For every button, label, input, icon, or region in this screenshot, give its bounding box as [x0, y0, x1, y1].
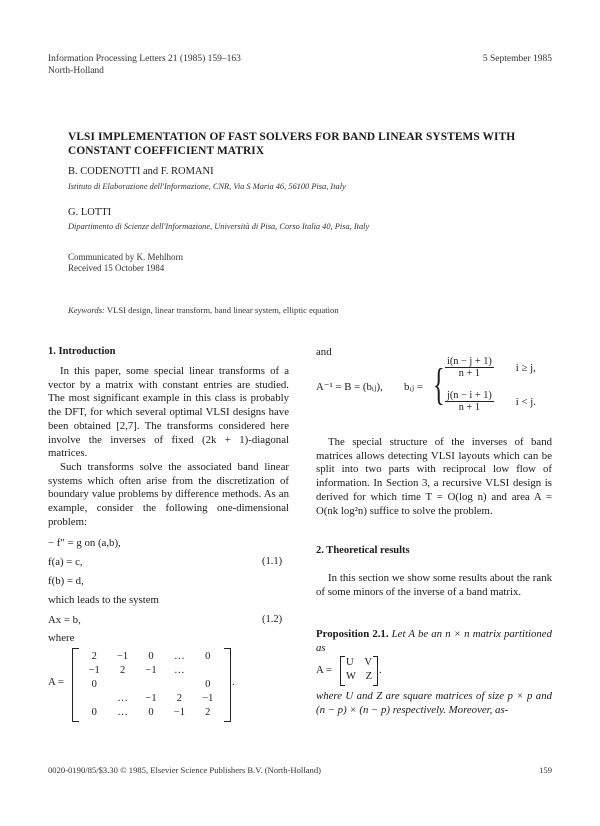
equation-number-1-2: (1.2) [262, 614, 283, 625]
matrix-right-bracket [224, 648, 231, 722]
block-w: W [346, 671, 356, 682]
matrix-left-bracket [72, 648, 79, 722]
title-line-1: VLSI IMPLEMENTATION OF FAST SOLVERS FOR BAND LINEAR SYSTEMS WITH [68, 131, 516, 143]
matrix-cell [108, 678, 136, 692]
paper-title [68, 130, 515, 158]
matrix-cell: 0 [91, 679, 97, 690]
block-u: U [346, 657, 354, 668]
matrix-cell: −1 [202, 693, 214, 704]
author-names-2: G. LOTTI [68, 207, 112, 218]
block-matrix-body [346, 656, 372, 684]
intro-para1-text: In this paper, some special linear transforms of a vector by a matrix with constant entries are studied. The most significant example in this class is probably the DFT, for which several optimal VLSI designs have been obtained [2,7]. The transforms considered here involve the inverses of fixed (2k + 1)-diagonal matrices. [48, 365, 289, 460]
matrix-row [80, 650, 222, 664]
matrix-cell: 2 [91, 651, 97, 662]
case-1-denominator: n + 1 [458, 368, 481, 379]
intro-paragraph-2 [48, 461, 289, 530]
matrix-row [80, 678, 222, 692]
communicated-by: Communicated by K. Mehlhorn [68, 252, 183, 262]
matrix-row [80, 664, 222, 678]
block-right-bracket [373, 656, 378, 686]
proposition-continuation-text: where U and Z are square matrices of size p × p and (n − p) × (n − p) respectively. Moreover, as- [316, 690, 552, 716]
proposition-text: Let A be an n × n matrix partitioned as [316, 628, 552, 654]
equation-1-1-line-a: − f″ = g on (a,b), [48, 537, 121, 549]
case-1-numerator: i(n − j + 1) [447, 356, 492, 367]
publisher-header: North-Holland [48, 66, 104, 76]
section-2-intro-text: In this section we show some results about the rank of some minors of the inverse of a band matrix. [316, 572, 552, 598]
case-2-fraction [445, 390, 494, 413]
structure-paragraph-text: The special structure of the inverses of band matrices allows detecting VLSI layouts which can be split into two parts with reciprocal low flow of information. In Section 3, a recursive VLSI design is derived for which time T = O(log n) and area A = O(nk log²n) suffice to solve the problem. [316, 436, 552, 517]
proposition-2-1 [316, 628, 552, 655]
case-2-numerator: j(n − i + 1) [447, 390, 492, 401]
received-date: Received 15 October 1984 [68, 263, 165, 273]
equation-1-1-line-c: f(b) = d, [48, 575, 84, 587]
matrix-cell: 2 [119, 665, 126, 676]
block-v: V [364, 657, 372, 668]
keywords-text: VLSI design, linear transform, band linear system, elliptic equation [106, 305, 339, 315]
keywords-label: Keywords: [68, 305, 105, 315]
case-2-condition: i < j. [515, 396, 536, 409]
title-line-2: CONSTANT COEFFICIENT MATRIX [68, 145, 265, 157]
matrix-cell: … [174, 665, 185, 676]
section-heading-theoretical-results: 2. Theoretical results [316, 545, 410, 556]
matrix-cell: 2 [176, 693, 183, 704]
matrix-cell: … [117, 693, 128, 704]
cases-brace: { [433, 360, 445, 409]
matrix-cell: 0 [205, 679, 211, 690]
case-2 [445, 390, 536, 413]
matrix-cell: −1 [88, 665, 100, 676]
matrix-cell: … [117, 707, 128, 718]
page-number: 159 [539, 765, 552, 775]
block-period: . [379, 664, 382, 676]
matrix-cell: −1 [145, 665, 157, 676]
matrix-a-body [80, 650, 222, 720]
equation-1-1-line-b: f(a) = c, [48, 556, 83, 568]
matrix-cell: 0 [148, 707, 154, 718]
matrix-cell [137, 678, 165, 692]
case-1-condition: i ≥ j, [515, 362, 536, 375]
section-2-intro-paragraph [316, 572, 552, 599]
author-affiliation-1: Istituto di Elaborazione dell'Informazione, CNR, Via S Maria 46, 56100 Pisa, Italy [68, 182, 346, 191]
equation-number-1-1: (1.1) [262, 556, 283, 567]
bij-label: bᵢⱼ = [404, 381, 423, 393]
author-names-1: B. CODENOTTI and F. ROMANI [68, 166, 214, 177]
intro-para2-text: Such transforms solve the associated band linear systems which often arise from the discretization of boundary value problems by difference methods. As an example, consider the following one-dimensional problem: [48, 461, 289, 528]
matrix-row [80, 692, 222, 706]
matrix-cell: … [174, 651, 185, 662]
matrix-cell: −1 [145, 693, 157, 704]
where-text: where [48, 632, 75, 644]
issue-date: 5 September 1985 [482, 54, 552, 64]
matrix-cell: 0 [205, 651, 211, 662]
matrix-cell [194, 664, 222, 678]
structure-paragraph [316, 436, 552, 518]
copyright-footer: 0020-0190/85/$3.30 © 1985, Elsevier Science Publishers B.V. (North-Holland) [48, 765, 321, 775]
keywords [68, 305, 339, 315]
leads-to-text: which leads to the system [48, 594, 159, 606]
case-1-fraction [445, 356, 494, 379]
matrix-cell: 0 [148, 651, 154, 662]
proposition-label: Proposition 2.1. [316, 628, 389, 640]
matrix-cell: −1 [117, 651, 129, 662]
matrix-cell: −1 [173, 707, 185, 718]
block-left-bracket [340, 656, 345, 686]
author-affiliation-2: Dipartimento di Scienze dell'Informazione, Università di Pisa, Corso Italia 40, Pisa, Italy [68, 222, 370, 231]
matrix-a-label: A = [48, 676, 64, 688]
section-heading-introduction: 1. Introduction [48, 346, 116, 357]
proposition-continuation [316, 690, 552, 717]
matrix-cell: 2 [205, 707, 211, 718]
block-z: Z [365, 671, 372, 682]
matrix-period: . [232, 676, 235, 688]
case-1 [445, 356, 536, 379]
inverse-definition: A⁻¹ = B = (bᵢⱼ), [316, 381, 383, 393]
matrix-row [80, 706, 222, 720]
matrix-cell: 0 [91, 707, 97, 718]
case-2-denominator: n + 1 [458, 402, 481, 413]
intro-paragraph-1 [48, 365, 289, 461]
equation-1-2: Ax = b, [48, 614, 81, 626]
matrix-rows [80, 650, 222, 720]
matrix-cell [80, 692, 108, 706]
block-matrix-label: A = [316, 664, 332, 676]
matrix-cell [165, 678, 193, 692]
and-text: and [316, 346, 332, 358]
journal-header: Information Processing Letters 21 (1985) 159–163 [48, 54, 241, 64]
